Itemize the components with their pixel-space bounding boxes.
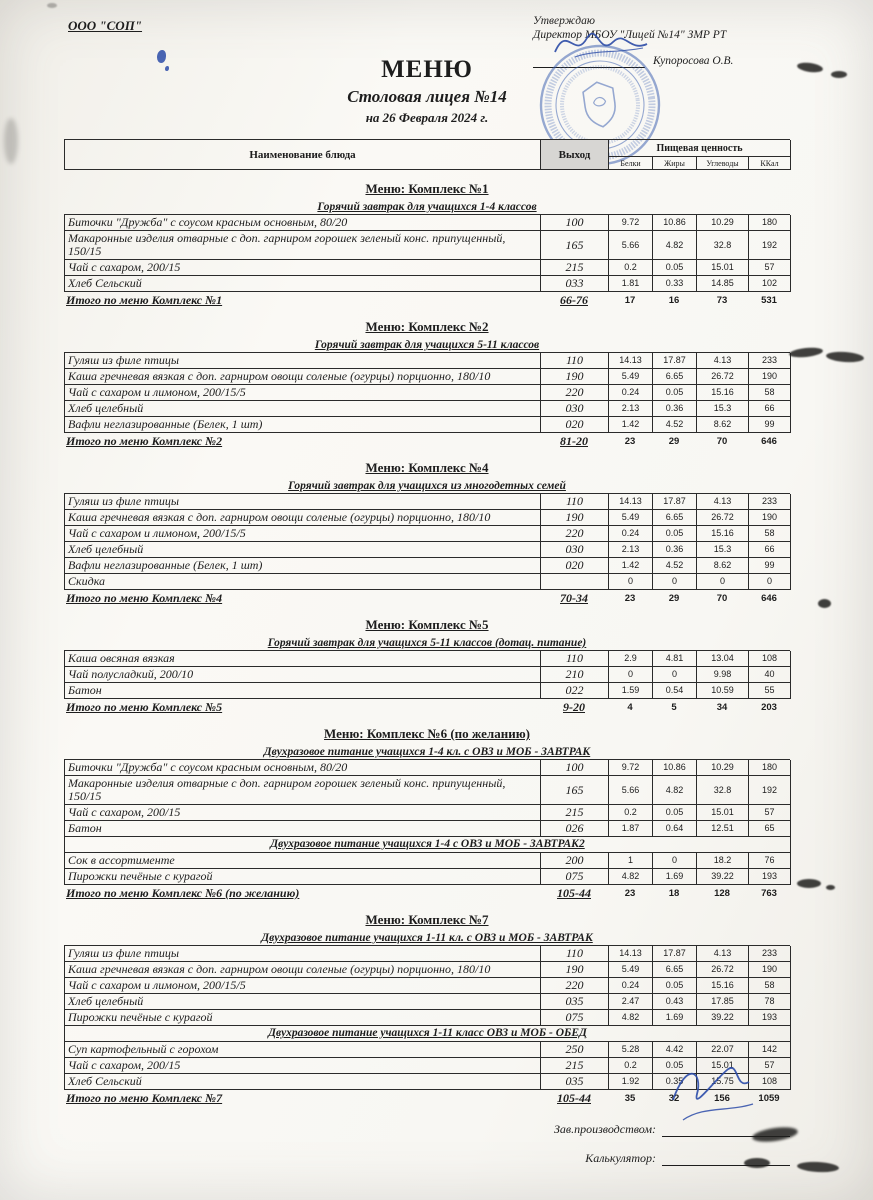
total-label: Итого по меню Комплекс №6 (по желанию)	[66, 886, 300, 900]
dish-kcal: 108	[749, 1074, 791, 1090]
section-title: Меню: Комплекс №7	[365, 912, 489, 927]
total-output: 70-34	[560, 591, 588, 605]
title-block	[64, 56, 790, 126]
dish-protein: 4.82	[609, 1010, 653, 1026]
dish-carbs: 9.98	[697, 667, 749, 683]
dish-name: Батон	[65, 821, 541, 837]
dish-kcal: 142	[749, 1042, 791, 1058]
dish-name: Пирожки печёные с курагой	[65, 869, 541, 885]
dish-carbs: 39.22	[697, 869, 749, 885]
dish-carbs: 4.13	[697, 946, 749, 962]
table-subheader: Двухразовое питание учащихся 1-4 кл. с ОВЗ и МОБ - ЗАВТРАК	[263, 746, 591, 758]
column-header-fat: Жиры	[653, 157, 697, 170]
table-subheader: Горячий завтрак для учащихся из многодетных семей	[288, 480, 566, 492]
document-body	[64, 56, 790, 1180]
total-carbs: 73	[716, 295, 728, 306]
total-kcal: 1059	[758, 1093, 780, 1104]
dish-fat: 4.82	[653, 776, 697, 805]
dish-name: Чай полусладкий, 200/10	[65, 667, 541, 683]
dish-name: Гуляш из филе птицы	[65, 946, 541, 962]
dish-fat: 6.65	[653, 962, 697, 978]
dish-carbs: 13.04	[697, 651, 749, 667]
dish-protein: 0.24	[609, 978, 653, 994]
total-label: Итого по меню Комплекс №4	[66, 591, 223, 605]
dish-kcal: 99	[749, 417, 791, 433]
dish-output: 220	[541, 978, 609, 994]
dish-protein: 0.24	[609, 385, 653, 401]
dish-carbs: 32.8	[697, 231, 749, 260]
dish-name: Чай с сахаром, 200/15	[65, 805, 541, 821]
dish-protein: 0.2	[609, 260, 653, 276]
dish-carbs: 14.85	[697, 276, 749, 292]
section-total	[64, 699, 790, 715]
dish-fat: 10.86	[653, 760, 697, 776]
dish-name: Макаронные изделия отварные с доп. гарниром горошек зеленый конс. припущенный, 150/15	[65, 776, 541, 805]
section-title: Меню: Комплекс №6 (по желанию)	[324, 726, 530, 741]
scan-artifact	[789, 346, 824, 359]
dish-output: 210	[541, 667, 609, 683]
dish-name: Хлеб Сельский	[65, 276, 541, 292]
dish-carbs: 8.62	[697, 417, 749, 433]
dish-output: 190	[541, 510, 609, 526]
dish-protein: 1.87	[609, 821, 653, 837]
total-fat: 29	[668, 593, 680, 604]
dish-kcal: 78	[749, 994, 791, 1010]
dish-carbs: 15.16	[697, 978, 749, 994]
dish-kcal: 108	[749, 651, 791, 667]
total-protein: 4	[627, 702, 633, 713]
dish-kcal: 66	[749, 401, 791, 417]
dish-carbs: 32.8	[697, 776, 749, 805]
dish-output: 190	[541, 369, 609, 385]
dish-carbs: 15.01	[697, 1058, 749, 1074]
column-header-protein: Белки	[609, 157, 653, 170]
dish-protein: 0.24	[609, 526, 653, 542]
dish-name: Вафли неглазированные (Белек, 1 шт)	[65, 558, 541, 574]
dish-output: 030	[541, 542, 609, 558]
total-kcal: 646	[761, 436, 777, 447]
dish-protein: 1	[609, 853, 653, 869]
total-protein: 23	[624, 888, 636, 899]
scan-artifact	[831, 71, 847, 78]
total-kcal: 531	[761, 295, 777, 306]
dish-protein: 2.47	[609, 994, 653, 1010]
dish-name: Хлеб целебный	[65, 401, 541, 417]
total-kcal: 203	[761, 702, 777, 713]
dish-protein: 1.42	[609, 558, 653, 574]
dish-protein: 0	[609, 574, 653, 590]
total-output: 9-20	[563, 700, 585, 714]
dish-protein: 1.81	[609, 276, 653, 292]
total-fat: 32	[668, 1093, 680, 1104]
total-protein: 35	[624, 1093, 636, 1104]
dish-output: 075	[541, 1010, 609, 1026]
dish-fat: 4.42	[653, 1042, 697, 1058]
total-label: Итого по меню Комплекс №7	[66, 1091, 223, 1105]
dish-carbs: 15.01	[697, 805, 749, 821]
dish-fat: 0	[653, 574, 697, 590]
dish-kcal: 76	[749, 853, 791, 869]
dish-name: Чай с сахаром и лимоном, 200/15/5	[65, 385, 541, 401]
dish-output: 200	[541, 853, 609, 869]
scan-artifact	[797, 1161, 839, 1173]
dish-kcal: 180	[749, 760, 791, 776]
dish-protein: 5.28	[609, 1042, 653, 1058]
dish-name: Чай с сахаром и лимоном, 200/15/5	[65, 526, 541, 542]
dish-fat: 1.69	[653, 1010, 697, 1026]
signer-name: Купоросова О.В.	[653, 55, 734, 67]
dish-fat: 6.65	[653, 510, 697, 526]
dish-output: 100	[541, 215, 609, 231]
dish-protein: 1.92	[609, 1074, 653, 1090]
section-total	[64, 590, 790, 606]
dish-output: 165	[541, 231, 609, 260]
dish-kcal: 190	[749, 962, 791, 978]
approval-word: Утверждаю	[533, 15, 595, 27]
dish-name: Пирожки печёные с курагой	[65, 1010, 541, 1026]
approval-director-line: Директор МБОУ "Лицей №14" ЗМР РТ	[533, 29, 727, 41]
dish-fat: 0.05	[653, 978, 697, 994]
dish-output: 035	[541, 1074, 609, 1090]
dish-output: 020	[541, 417, 609, 433]
dish-name: Хлеб целебный	[65, 994, 541, 1010]
menu-table	[64, 650, 790, 699]
section-title: Меню: Комплекс №5	[365, 617, 489, 632]
section-title: Меню: Комплекс №2	[365, 319, 489, 334]
total-label: Итого по меню Комплекс №2	[66, 434, 223, 448]
dish-carbs: 39.22	[697, 1010, 749, 1026]
dish-output: 026	[541, 821, 609, 837]
dish-output: 215	[541, 805, 609, 821]
column-header-output: Выход	[541, 140, 609, 170]
dish-name: Хлеб Сельский	[65, 1074, 541, 1090]
production-manager-label: Зав.производством:	[553, 1122, 656, 1136]
dish-protein: 5.49	[609, 510, 653, 526]
dish-protein: 14.13	[609, 946, 653, 962]
scan-artifact	[797, 61, 824, 74]
dish-name: Биточки "Дружба" с соусом красным основным, 80/20	[65, 760, 541, 776]
dish-protein: 2.9	[609, 651, 653, 667]
total-carbs: 70	[716, 436, 728, 447]
dish-output: 215	[541, 1058, 609, 1074]
organization-name: ООО "СОП"	[68, 18, 143, 33]
dish-carbs: 12.51	[697, 821, 749, 837]
dish-carbs: 26.72	[697, 962, 749, 978]
scan-artifact	[818, 599, 831, 608]
dish-output: 020	[541, 558, 609, 574]
dish-fat: 0.05	[653, 526, 697, 542]
dish-kcal: 58	[749, 385, 791, 401]
scan-artifact	[4, 118, 18, 164]
dish-fat: 0.05	[653, 805, 697, 821]
dish-carbs: 15.3	[697, 542, 749, 558]
dish-fat: 0.36	[653, 542, 697, 558]
dish-carbs: 4.13	[697, 353, 749, 369]
total-fat: 16	[668, 295, 680, 306]
dish-name: Каша овсяная вязкая	[65, 651, 541, 667]
calculator-signature-line	[662, 1154, 790, 1166]
total-carbs: 128	[714, 888, 730, 899]
dish-carbs: 15.16	[697, 385, 749, 401]
dish-kcal: 233	[749, 353, 791, 369]
dish-fat: 0.35	[653, 1074, 697, 1090]
dish-fat: 0.05	[653, 260, 697, 276]
dish-fat: 1.69	[653, 869, 697, 885]
dish-carbs: 10.29	[697, 760, 749, 776]
dish-output: 022	[541, 683, 609, 699]
dish-kcal: 58	[749, 526, 791, 542]
dish-carbs: 15.01	[697, 260, 749, 276]
dish-name: Суп картофельный с горохом	[65, 1042, 541, 1058]
total-fat: 29	[668, 436, 680, 447]
dish-carbs: 15.75	[697, 1074, 749, 1090]
dish-kcal: 192	[749, 776, 791, 805]
dish-protein: 0	[609, 667, 653, 683]
dish-kcal: 57	[749, 260, 791, 276]
dish-protein: 0.2	[609, 1058, 653, 1074]
page-title: МЕНЮ	[381, 56, 473, 83]
dish-fat: 4.52	[653, 558, 697, 574]
dish-kcal: 99	[749, 558, 791, 574]
table-subheader: Горячий завтрак для учащихся 5-11 классов (дотац. питание)	[267, 637, 587, 649]
scan-artifact	[47, 3, 57, 8]
table-subheader: Двухразовое питание учащихся 1-4 с ОВЗ и МОБ - ЗАВТРАК2	[65, 837, 791, 853]
menu-section	[64, 726, 790, 901]
menu-table	[64, 352, 790, 433]
dish-carbs: 26.72	[697, 369, 749, 385]
total-output: 105-44	[557, 1091, 591, 1105]
dish-output: 165	[541, 776, 609, 805]
dish-kcal: 233	[749, 946, 791, 962]
total-label: Итого по меню Комплекс №5	[66, 700, 223, 714]
dish-fat: 0.05	[653, 1058, 697, 1074]
menu-section	[64, 617, 790, 715]
dish-protein: 2.13	[609, 542, 653, 558]
dish-kcal: 57	[749, 1058, 791, 1074]
dish-kcal: 193	[749, 869, 791, 885]
dish-output: 033	[541, 276, 609, 292]
dish-name: Чай с сахаром, 200/15	[65, 1058, 541, 1074]
scan-artifact	[797, 879, 821, 888]
dish-fat: 10.86	[653, 215, 697, 231]
section-total	[64, 292, 790, 308]
scan-artifact	[744, 1158, 770, 1168]
dish-output: 100	[541, 760, 609, 776]
table-subheader: Горячий завтрак для учащихся 1-4 классов	[317, 201, 537, 213]
dish-carbs: 26.72	[697, 510, 749, 526]
dish-kcal: 40	[749, 667, 791, 683]
dish-kcal: 58	[749, 978, 791, 994]
dish-name: Каша гречневая вязкая с доп. гарниром овощи соленые (огурцы) порционно, 180/10	[65, 510, 541, 526]
menu-table	[64, 214, 790, 292]
dish-name: Чай с сахаром, 200/15	[65, 260, 541, 276]
dish-name: Скидка	[65, 574, 541, 590]
table-subheader: Двухразовое питание учащихся 1-11 класс ОВЗ и МОБ - ОБЕД	[65, 1026, 791, 1042]
table-subheader: Двухразовое питание учащихся 1-11 кл. с ОВЗ и МОБ - ЗАВТРАК	[261, 932, 593, 944]
dish-fat: 4.81	[653, 651, 697, 667]
dish-protein: 9.72	[609, 215, 653, 231]
dish-protein: 5.49	[609, 962, 653, 978]
total-output: 105-44	[557, 886, 591, 900]
dish-carbs: 15.16	[697, 526, 749, 542]
dish-kcal: 57	[749, 805, 791, 821]
dish-fat: 6.65	[653, 369, 697, 385]
dish-kcal: 0	[749, 574, 791, 590]
menu-date: на 26 Февраля 2024 г.	[365, 110, 489, 125]
menu-sections	[64, 181, 790, 1106]
dish-carbs: 22.07	[697, 1042, 749, 1058]
dish-name: Батон	[65, 683, 541, 699]
menu-section	[64, 181, 790, 308]
column-header-carbs: Углеводы	[697, 157, 749, 170]
dish-carbs: 4.13	[697, 494, 749, 510]
column-header-nutrition: Пищевая ценность	[609, 140, 791, 157]
total-protein: 23	[624, 436, 636, 447]
dish-carbs: 17.85	[697, 994, 749, 1010]
dish-fat: 17.87	[653, 946, 697, 962]
total-protein: 17	[624, 295, 636, 306]
dish-kcal: 192	[749, 231, 791, 260]
total-label: Итого по меню Комплекс №1	[66, 293, 223, 307]
dish-kcal: 102	[749, 276, 791, 292]
scan-artifact	[826, 351, 865, 364]
dish-fat: 0.33	[653, 276, 697, 292]
dish-name: Каша гречневая вязкая с доп. гарниром овощи соленые (огурцы) порционно, 180/10	[65, 962, 541, 978]
dish-name: Хлеб целебный	[65, 542, 541, 558]
footer-signature	[655, 1052, 770, 1132]
dish-kcal: 180	[749, 215, 791, 231]
dish-carbs: 10.59	[697, 683, 749, 699]
calculator-label: Калькулятор:	[585, 1151, 656, 1165]
total-carbs: 70	[716, 593, 728, 604]
dish-output: 030	[541, 401, 609, 417]
dish-protein: 2.13	[609, 401, 653, 417]
total-output: 81-20	[560, 434, 588, 448]
dish-protein: 14.13	[609, 353, 653, 369]
table-subheader: Горячий завтрак для учащихся 5-11 классов	[314, 339, 540, 351]
dish-kcal: 193	[749, 1010, 791, 1026]
dish-protein: 5.66	[609, 231, 653, 260]
dish-kcal: 233	[749, 494, 791, 510]
total-carbs: 34	[716, 702, 728, 713]
total-fat: 5	[671, 702, 677, 713]
dish-name: Чай с сахаром и лимоном, 200/15/5	[65, 978, 541, 994]
dish-carbs: 10.29	[697, 215, 749, 231]
dish-fat: 0	[653, 853, 697, 869]
dish-protein: 5.66	[609, 776, 653, 805]
dish-output: 250	[541, 1042, 609, 1058]
dish-output: 215	[541, 260, 609, 276]
section-total	[64, 885, 790, 901]
dish-output: 110	[541, 494, 609, 510]
column-header-name: Наименование блюда	[65, 140, 541, 170]
dish-fat: 4.82	[653, 231, 697, 260]
dish-fat: 0.36	[653, 401, 697, 417]
dish-output: 110	[541, 353, 609, 369]
dish-output: 110	[541, 651, 609, 667]
dish-kcal: 190	[749, 369, 791, 385]
total-fat: 18	[668, 888, 680, 899]
dish-carbs: 15.3	[697, 401, 749, 417]
canteen-name: Столовая лицея №14	[347, 87, 507, 106]
dish-fat: 0.54	[653, 683, 697, 699]
dish-output	[541, 574, 609, 590]
dish-fat: 0.43	[653, 994, 697, 1010]
total-kcal: 646	[761, 593, 777, 604]
dish-protein: 4.82	[609, 869, 653, 885]
dish-kcal: 66	[749, 542, 791, 558]
dish-protein: 0.2	[609, 805, 653, 821]
dish-fat: 4.52	[653, 417, 697, 433]
dish-fat: 17.87	[653, 494, 697, 510]
dish-kcal: 55	[749, 683, 791, 699]
dish-protein: 5.49	[609, 369, 653, 385]
dish-protein: 1.59	[609, 683, 653, 699]
dish-output: 035	[541, 994, 609, 1010]
section-title: Меню: Комплекс №4	[365, 460, 489, 475]
dish-carbs: 8.62	[697, 558, 749, 574]
dish-name: Гуляш из филе птицы	[65, 494, 541, 510]
total-protein: 23	[624, 593, 636, 604]
menu-section	[64, 319, 790, 449]
dish-name: Гуляш из филе птицы	[65, 353, 541, 369]
dish-protein: 14.13	[609, 494, 653, 510]
total-output: 66-76	[560, 293, 588, 307]
dish-name: Биточки "Дружба" с соусом красным основным, 80/20	[65, 215, 541, 231]
section-total	[64, 433, 790, 449]
menu-section	[64, 460, 790, 606]
dish-name: Макаронные изделия отварные с доп. гарниром горошек зеленый конс. припущенный, 150/15	[65, 231, 541, 260]
dish-name: Вафли неглазированные (Белек, 1 шт)	[65, 417, 541, 433]
dish-protein: 9.72	[609, 760, 653, 776]
dish-fat: 0.64	[653, 821, 697, 837]
menu-table	[64, 759, 790, 885]
dish-kcal: 190	[749, 510, 791, 526]
table-header	[64, 139, 790, 170]
column-header-kcal: ККал	[749, 157, 791, 170]
dish-carbs: 18.2	[697, 853, 749, 869]
dish-kcal: 65	[749, 821, 791, 837]
dish-fat: 0.05	[653, 385, 697, 401]
dish-output: 190	[541, 962, 609, 978]
dish-output: 110	[541, 946, 609, 962]
total-kcal: 763	[761, 888, 777, 899]
dish-name: Сок в ассортименте	[65, 853, 541, 869]
total-carbs: 156	[714, 1093, 730, 1104]
dish-carbs: 0	[697, 574, 749, 590]
dish-output: 220	[541, 385, 609, 401]
dish-fat: 17.87	[653, 353, 697, 369]
section-title: Меню: Комплекс №1	[365, 181, 489, 196]
dish-fat: 0	[653, 667, 697, 683]
menu-table	[64, 493, 790, 590]
dish-name: Каша гречневая вязкая с доп. гарниром овощи соленые (огурцы) порционно, 180/10	[65, 369, 541, 385]
scan-artifact	[826, 885, 835, 890]
dish-output: 075	[541, 869, 609, 885]
dish-output: 220	[541, 526, 609, 542]
dish-protein: 1.42	[609, 417, 653, 433]
